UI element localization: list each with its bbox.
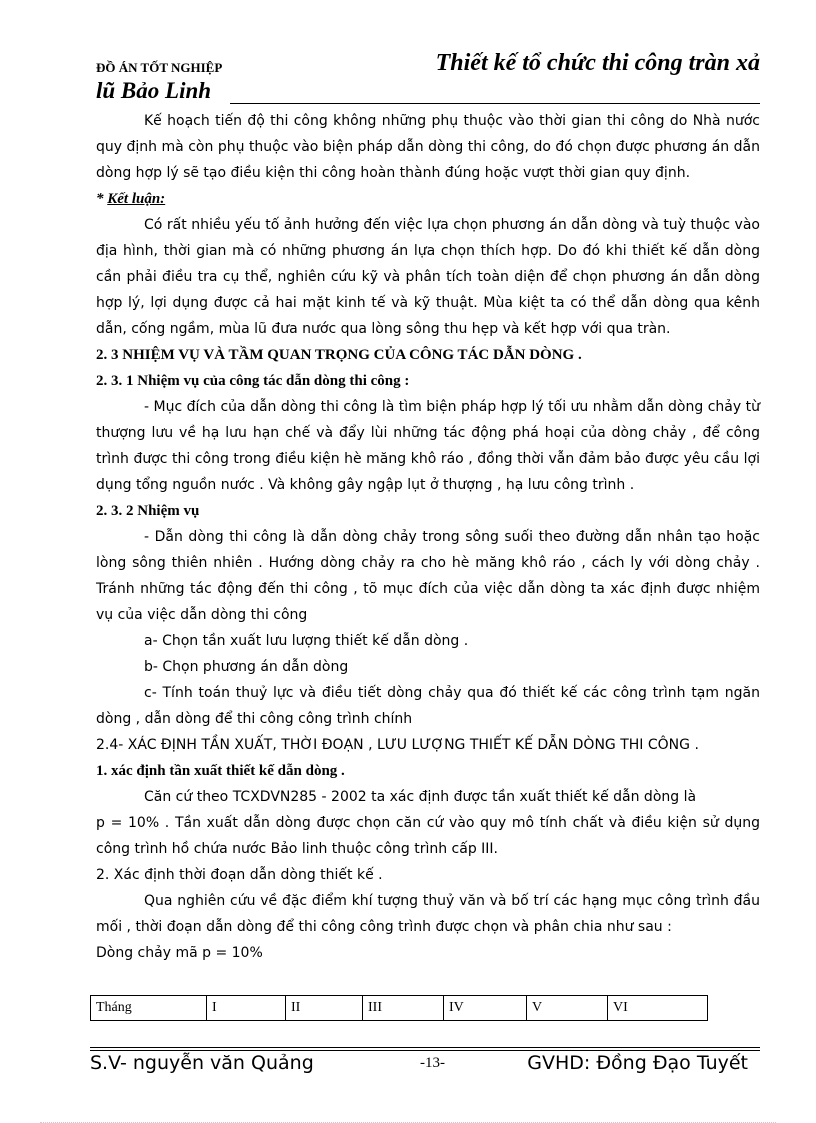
- table-cell: IV: [444, 996, 527, 1021]
- conclusion-label: Kết luận:: [107, 191, 166, 207]
- footer-rule: [90, 1050, 760, 1051]
- paragraph-conclusion: Có rất nhiều yếu tố ảnh hưởng đến việc lựa chọn phương án dẫn dòng và tuỳ thuộc vào địa hình, thời gian mà có những phương án lựa chọn thích hợp. Do đó khi thiết kế dẫn dòng cần phải điều tra cụ thể, nghiên cứu kỹ và phân tích toàn diện để chọn phương án dẫn dòng hợp lý, lợi dụng được cả hai mặt kinh tế và kỹ thuật. Mùa kiệt ta có thể dẫn dòng qua kênh dẫn, cống ngầm, mùa lũ đưa nước qua lòng sông thu hẹp và kết hợp với qua tràn.: [96, 217, 760, 337]
- heading-2-3-2: 2. 3. 2 Nhiệm vụ: [96, 503, 200, 519]
- table-cell: III: [363, 996, 444, 1021]
- table-cell: Tháng: [91, 996, 207, 1021]
- footer-supervisor: GVHD: Đồng Đạo Tuyết: [527, 1052, 748, 1074]
- header-rule: [230, 103, 760, 104]
- list-item-c: c- Tính toán thuỷ lực và điều tiết dòng chảy qua đó thiết kế các công trình tạm ngăn dòng , dẫn dòng để thi công công trình chính: [96, 685, 760, 727]
- paragraph-frequency: p = 10% . Tần xuất dẫn dòng được chọn căn cứ vào quy mô tính chất và điều kiện sử dụng công trình hồ chứa nước Bảo linh thuộc công trình cấp III.: [96, 815, 760, 857]
- footer-rule: [90, 1047, 760, 1048]
- header-label: ĐỒ ÁN TỐT NGHIỆP: [96, 60, 223, 75]
- header-subtitle: lũ Bảo Linh: [96, 78, 212, 103]
- heading-frequency: 1. xác định tần xuất thiết kế dẫn dòng .: [96, 763, 345, 779]
- table-cell: II: [286, 996, 363, 1021]
- paragraph-flow: Dòng chảy mã p = 10%: [96, 945, 263, 961]
- heading-period: 2. Xác định thời đoạn dẫn dòng thiết kế .: [96, 867, 383, 883]
- heading-2-3: 2. 3 NHIỆM VỤ VÀ TẦM QUAN TRỌNG CỦA CÔNG TÁC DẪN DÒNG .: [96, 347, 582, 363]
- paragraph-standard: Căn cứ theo TCXDVN285 - 2002 ta xác định được tần xuất thiết kế dẫn dòng là: [144, 789, 697, 805]
- table-cell: I: [207, 996, 286, 1021]
- document-body: [96, 108, 760, 966]
- paragraph-purpose: - Mục đích của dẫn dòng thi công là tìm biện pháp hợp lý tối ưu nhằm dẫn dòng chảy từ thượng lưu về hạ lưu hạn chế và đẩy lùi những tác động phá hoại của dòng chảy , để công trình được thi công trong điều kiện hè măng khô ráo , đồng thời vẫn đảm bảo được yêu cầu lợi dụng tổng nguồn nước . Và không gây ngập lụt ở thượng , hạ lưu công trình .: [96, 399, 760, 493]
- footer-student: S.V- nguyễn văn Quảng: [90, 1052, 314, 1074]
- list-item-b: b- Chọn phương án dẫn dòng: [144, 659, 349, 675]
- footer-page-number: -13-: [420, 1055, 445, 1071]
- table-cell: V: [527, 996, 608, 1021]
- conclusion-heading: [96, 186, 760, 212]
- heading-2-3-1: 2. 3. 1 Nhiệm vụ của công tác dẫn dòng thi công :: [96, 373, 410, 389]
- paragraph-task: - Dẫn dòng thi công là dẫn dòng chảy trong sông suối theo đường dẫn nhân tạo hoặc lòng sông thiên nhiên . Hướng dòng chảy ra cho hè măng khô ráo , cách ly với dòng chảy . Tránh những tác động đến thi công , tõ mục đích của việc dẫn dòng ta xác định được nhiệm vụ của việc dẫn dòng thi công: [96, 529, 760, 623]
- heading-2-4: 2.4- XÁC ĐỊNH TẦN XUẤT, THỜI ĐOẠN , LƯU LƯỢNG THIẾT KẾ DẪN DÒNG THI CÔNG .: [96, 737, 699, 753]
- table-row: [91, 996, 708, 1021]
- paragraph-plan: Kế hoạch tiến độ thi công không những phụ thuộc vào thời gian thi công do Nhà nước quy định mà còn phụ thuộc vào biện pháp dẫn dòng thi công, do đó chọn được phương án dẫn dòng hợp lý sẽ tạo điều kiện thi công hoàn thành đúng hoặc vượt thời gian quy định.: [96, 113, 760, 181]
- paragraph-period: Qua nghiên cứu về đặc điểm khí tượng thuỷ văn và bố trí các hạng mục công trình đầu mối , thời đoạn dẫn dòng để thi công công trình được chọn và phân chia như sau :: [96, 893, 760, 935]
- list-item-a: a- Chọn tần xuất lưu lượng thiết kế dẫn dòng .: [144, 633, 469, 649]
- table-cell: VI: [608, 996, 708, 1021]
- conclusion-star: *: [96, 191, 108, 207]
- months-table: [90, 995, 708, 1021]
- header-title: Thiết kế tổ chức thi công tràn xả: [435, 50, 760, 76]
